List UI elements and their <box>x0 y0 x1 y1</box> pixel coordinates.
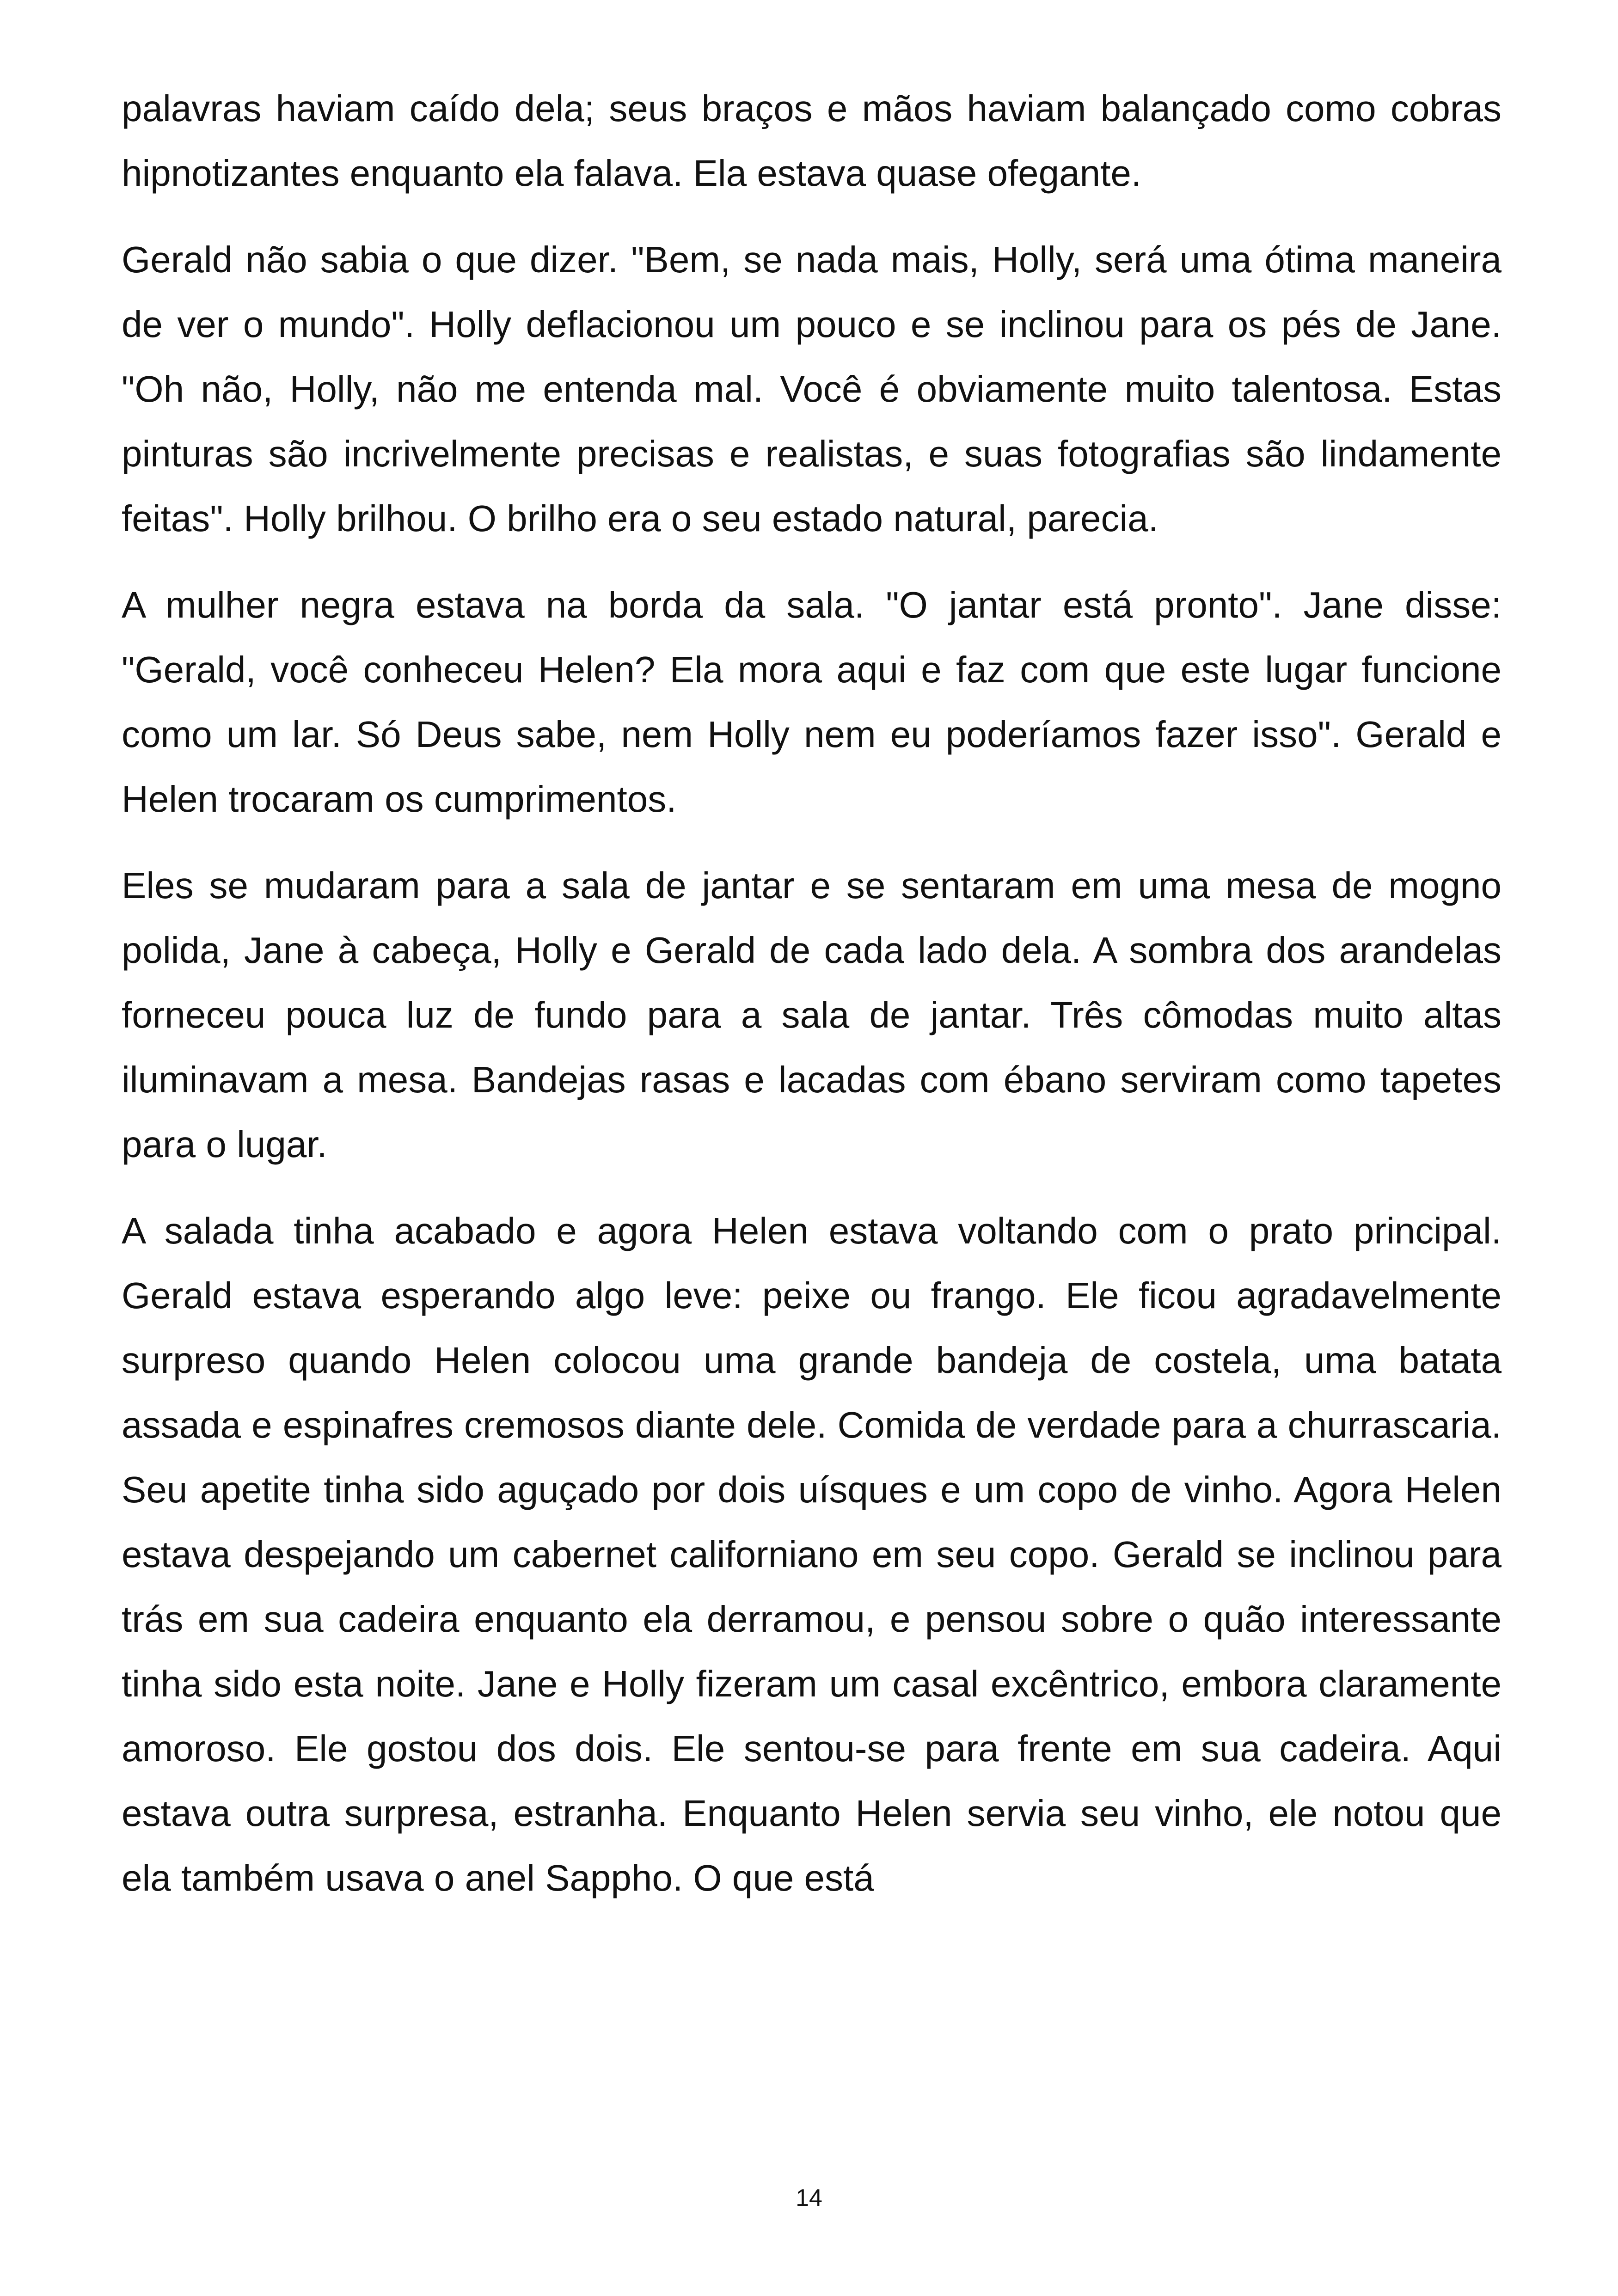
paragraph: Gerald não sabia o que dizer. "Bem, se nada mais, Holly, será uma ótima maneira de ver o mundo". Holly deflacionou um pouco e se inclinou para os pés de Jane. "Oh não, Holly, não me entenda mal. Você é obviamente muito talentosa. Estas pinturas são incrivelmente precisas e realistas, e suas fotografias são lindamente feitas". Holly brilhou. O brilho era o seu estado natural, parecia. <box>122 239 1502 539</box>
paragraph: A salada tinha acabado e agora Helen estava voltando com o prato principal. Gerald estava esperando algo leve: peixe ou frango. Ele ficou agradavelmente surpreso quando Helen colocou uma grande bandeja de costela, uma batata assada e espinafres cremosos diante dele. Comida de verdade para a churrascaria. Seu apetite tinha sido aguçado por dois uísques e um copo de vinho. Agora Helen estava despejando um cabernet californiano em seu copo. Gerald se inclinou para trás em sua cadeira enquanto ela derramou, e pensou sobre o quão interessante tinha sido esta noite. Jane e Holly fizeram um casal excêntrico, embora claramente amoroso. Ele gostou dos dois. Ele sentou-se para frente em sua cadeira. Aqui estava outra surpresa, estranha. Enquanto Helen servia seu vinho, ele notou que ela também usava o anel Sappho. O que está <box>122 1210 1502 1898</box>
paragraph: palavras haviam caído dela; seus braços e mãos haviam balançado como cobras hipnotizantes enquanto ela falava. Ela estava quase ofegante. <box>122 88 1502 194</box>
paragraph: Eles se mudaram para a sala de jantar e se sentaram em uma mesa de mogno polida, Jane à cabeça, Holly e Gerald de cada lado dela. A sombra dos arandelas forneceu pouca luz de fundo para a sala de jantar. Três cômodas muito altas iluminavam a mesa. Bandejas rasas e lacadas com ébano serviram como tapetes para o lugar. <box>122 865 1502 1165</box>
page-number: 14 <box>796 2185 822 2211</box>
paragraph: A mulher negra estava na borda da sala. "O jantar está pronto". Jane disse: "Gerald, você conheceu Helen? Ela mora aqui e faz com que este lugar funcione como um lar. Só Deus sabe, nem Holly nem eu poderíamos fazer isso". Gerald e Helen trocaram os cumprimentos. <box>122 584 1502 820</box>
body-text <box>122 76 1502 1910</box>
